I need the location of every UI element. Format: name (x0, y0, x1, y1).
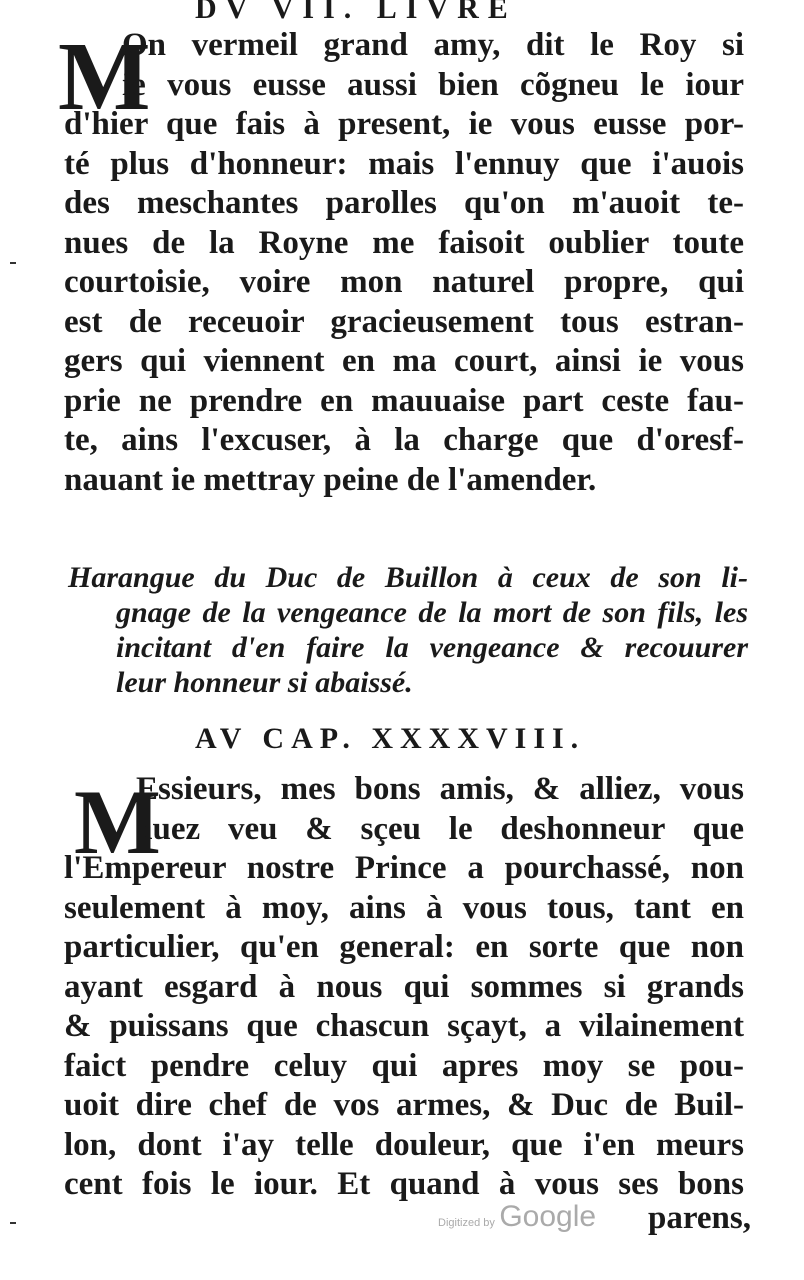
text-line: prie ne prendre en mauuaise part ceste fau- (64, 382, 744, 419)
text-line: té plus d'honneur: mais l'ennuy que i'auois (64, 145, 744, 182)
text-line: nues de la Royne me faisoit oublier toute (64, 224, 744, 261)
text-line: On vermeil grand amy, dit le Roy si (122, 27, 744, 63)
paragraph-2 (64, 770, 744, 1205)
drop-cap: M (74, 771, 161, 873)
heading-line: incitant d'en faire la vengeance & recouurer (116, 631, 748, 664)
drop-cap: M (58, 23, 151, 131)
heading-line: Harangue du Duc de Buillon à ceux de son li- (68, 561, 748, 594)
text-line: cent fois le iour. Et quand à vous ses bons (64, 1166, 744, 1202)
text-line: est de receuoir gracieusement tous estran- (64, 303, 744, 340)
text-line: & puissans que chascun sçayt, a vilainement (64, 1008, 744, 1044)
section-heading (68, 560, 748, 700)
text-line: ayant esgard à nous qui sommes si grands (64, 968, 744, 1005)
text-line: faict pendre celuy qui apres moy se pou- (64, 1047, 744, 1084)
text-line: nauant ie mettray peine de l'amender. (64, 461, 597, 498)
text-line: Essieurs, mes bons amis, & alliez, vous (136, 771, 744, 807)
digitized-watermark (438, 1200, 596, 1234)
text-line: d'hier que fais à present, ie vous eusse por- (64, 106, 744, 142)
text-line: courtoisie, voire mon naturel propre, qui (64, 264, 744, 300)
running-header: DV VII. LIVRE (195, 0, 517, 25)
heading-line: gnage de la vengeance de la mort de son fils, les (116, 596, 748, 629)
text-line: des meschantes parolles qu'on m'auoit te- (64, 185, 744, 221)
text-line: particulier, qu'en general: en sorte que non (64, 929, 744, 965)
paragraph-1 (64, 26, 744, 500)
scan-mark (10, 262, 16, 264)
chapter-title: AV CAP. XXXXVIII. (195, 722, 586, 755)
text-line: gers qui viennent en ma court, ainsi ie vous (64, 343, 744, 379)
text-line: auez veu & sçeu le deshonneur que (136, 810, 744, 847)
catchword: parens, (648, 1200, 751, 1236)
google-logo: Google (499, 1200, 597, 1233)
heading-line: leur honneur si abaissé. (116, 666, 413, 699)
text-line: l'Empereur nostre Prince a pourchassé, non (64, 850, 744, 886)
text-line: uoit dire chef de vos armes, & Duc de Buil- (64, 1087, 744, 1123)
text-line: te, ains l'excuser, à la charge que d'oresf- (64, 422, 744, 458)
text-line: ie vous eusse aussi bien cõgneu le iour (122, 66, 744, 103)
text-line: lon, dont i'ay telle douleur, que i'en meurs (64, 1126, 744, 1163)
scan-mark (10, 1222, 16, 1224)
text-line: seulement à moy, ains à vous tous, tant en (64, 889, 744, 926)
watermark-prefix: Digitized by (438, 1217, 495, 1229)
